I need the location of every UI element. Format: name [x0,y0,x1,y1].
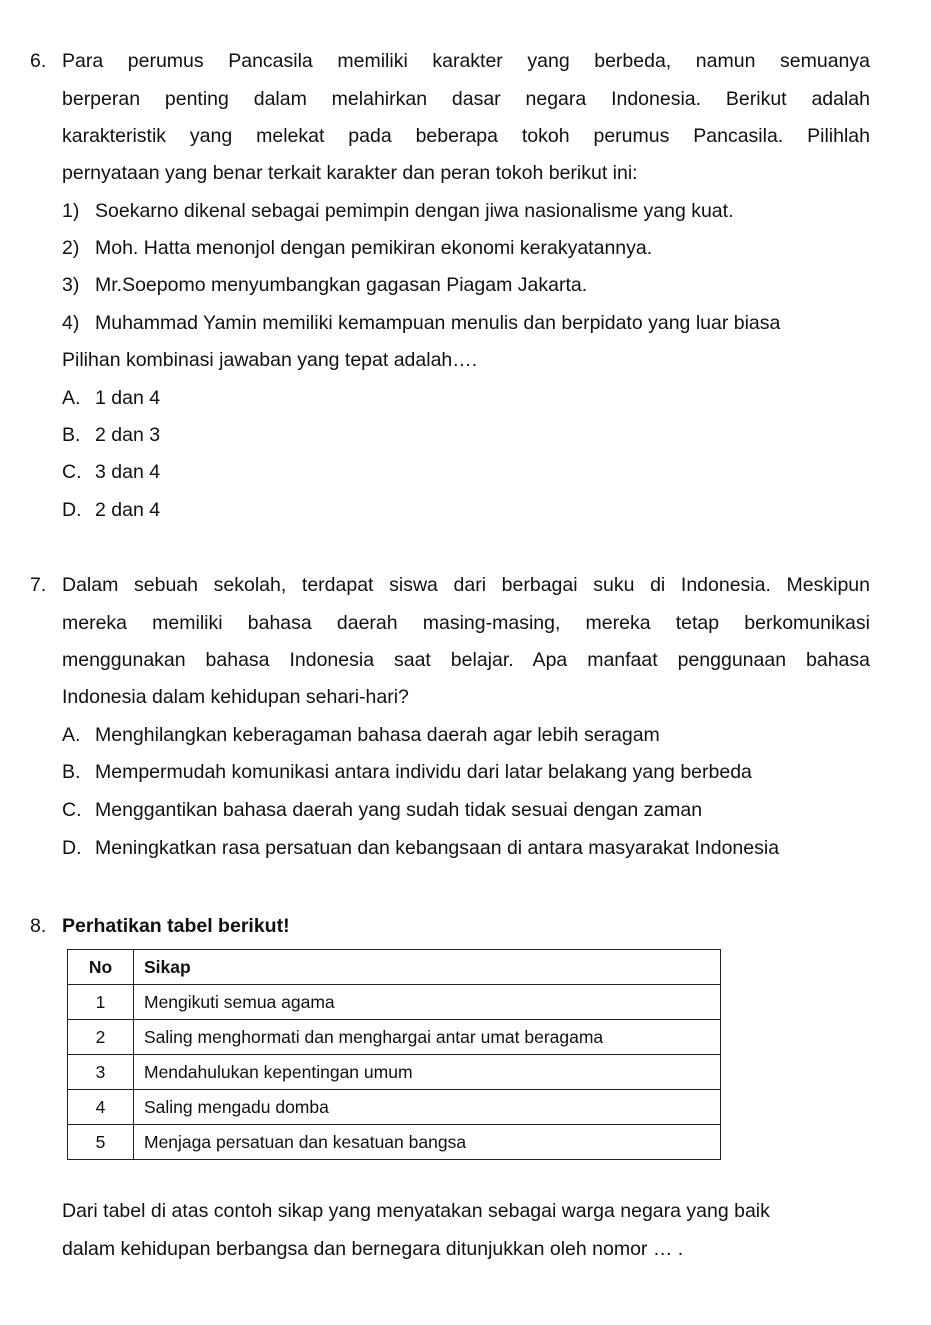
option-label[interactable]: A. [62,724,81,746]
row-number: 2 [68,1020,134,1055]
question-number: 7. [30,574,47,596]
row-number: 1 [68,985,134,1020]
option-text[interactable]: 2 dan 4 [95,499,161,521]
option-label[interactable]: D. [62,837,82,859]
table-row [68,1125,721,1160]
table-row [68,1055,721,1090]
question-stem-line: karakteristik yang melekat pada beberapa tokoh perumus Pancasila. Pilihlah [62,125,870,147]
question-stem-line: Indonesia dalam kehidupan sehari-hari? [62,686,409,708]
question-stem-line: mereka memiliki bahasa daerah masing-masing, mereka tetap berkomunikasi [62,612,870,634]
sikap-table [67,949,721,1160]
option-text[interactable]: Mempermudah komunikasi antara individu dari latar belakang yang berbeda [95,761,752,783]
statement-text: Muhammad Yamin memiliki kemampuan menulis dan berpidato yang luar biasa [95,312,781,334]
question-stem-line: Dalam sebuah sekolah, terdapat siswa dari berbagai suku di Indonesia. Meskipun [62,574,870,596]
table-row [68,1090,721,1125]
statement-label: 3) [62,274,80,296]
statement-text: Mr.Soepomo menyumbangkan gagasan Piagam Jakarta. [95,274,588,296]
option-label[interactable]: A. [62,387,81,409]
question-number: 6. [30,50,47,72]
question-stem-line: berperan penting dalam melahirkan dasar negara Indonesia. Berikut adalah [62,88,870,110]
statement-text: Moh. Hatta menonjol dengan pemikiran ekonomi kerakyatannya. [95,237,653,259]
statement-text: Soekarno dikenal sebagai pemimpin dengan jiwa nasionalisme yang kuat. [95,200,734,222]
option-label[interactable]: B. [62,424,81,446]
option-text[interactable]: Menggantikan bahasa daerah yang sudah tidak sesuai dengan zaman [95,799,703,821]
table-row [68,1020,721,1055]
statement-label: 4) [62,312,80,334]
row-sikap: Mendahulukan kepentingan umum [134,1055,721,1090]
column-header-sikap: Sikap [134,950,721,985]
option-text[interactable]: Meningkatkan rasa persatuan dan kebangsaan di antara masyarakat Indonesia [95,837,780,859]
option-text[interactable]: 2 dan 3 [95,424,161,446]
row-sikap: Saling mengadu domba [134,1090,721,1125]
column-header-no: No [68,950,134,985]
question-stem-line: menggunakan bahasa Indonesia saat belajar. Apa manfaat penggunaan bahasa [62,649,870,671]
option-label[interactable]: D. [62,499,82,521]
row-sikap: Saling menghormati dan menghargai antar umat beragama [134,1020,721,1055]
table-row [68,985,721,1020]
option-text[interactable]: 1 dan 4 [95,387,161,409]
option-text[interactable]: Menghilangkan keberagaman bahasa daerah agar lebih seragam [95,724,660,746]
question-stem-line: Para perumus Pancasila memiliki karakter yang berbeda, namun semuanya [62,50,870,72]
row-number: 4 [68,1090,134,1125]
row-sikap: Menjaga persatuan dan kesatuan bangsa [134,1125,721,1160]
row-number: 3 [68,1055,134,1090]
question-stem-line: pernyataan yang benar terkait karakter dan peran tokoh berikut ini: [62,162,638,184]
row-sikap: Mengikuti semua agama [134,985,721,1020]
option-text[interactable]: 3 dan 4 [95,461,161,483]
table-header-row [68,950,721,985]
option-label[interactable]: C. [62,461,82,483]
question-text-line: dalam kehidupan berbangsa dan bernegara ditunjukkan oleh nomor … . [62,1238,684,1260]
question-text-line: Dari tabel di atas contoh sikap yang menyatakan sebagai warga negara yang baik [62,1200,770,1222]
statement-label: 1) [62,200,80,222]
statement-label: 2) [62,237,80,259]
option-label[interactable]: C. [62,799,82,821]
question-title: Perhatikan tabel berikut! [62,915,290,937]
question-number: 8. [30,915,47,937]
option-label[interactable]: B. [62,761,81,783]
row-number: 5 [68,1125,134,1160]
question-prompt: Pilihan kombinasi jawaban yang tepat adalah…. [62,349,478,371]
